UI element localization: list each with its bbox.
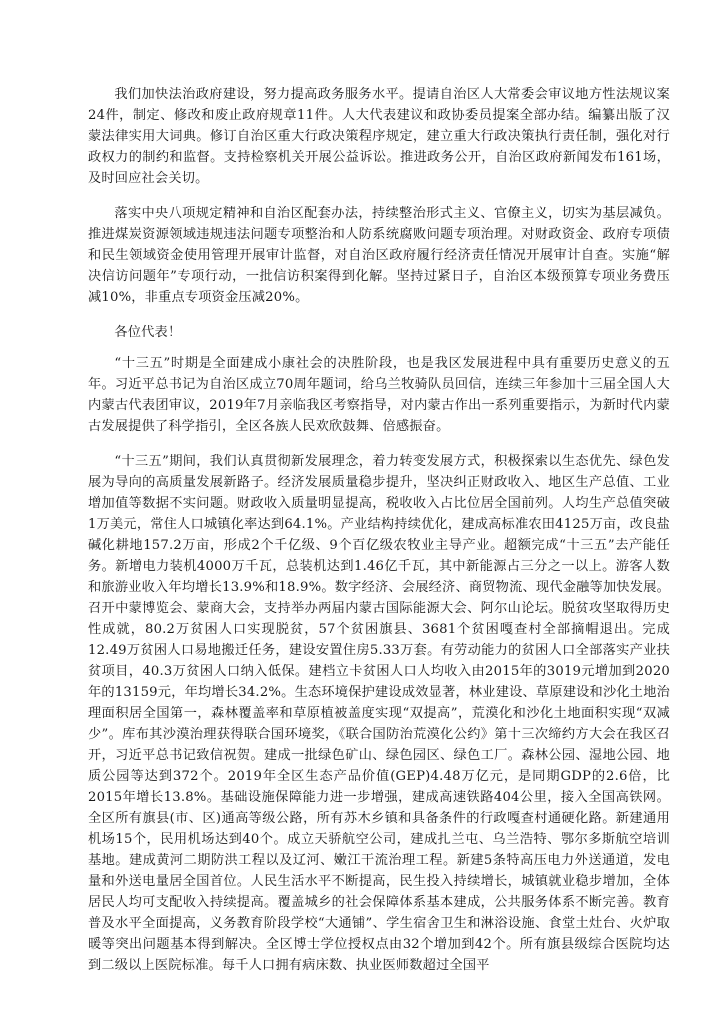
paragraph-13th-five-year-overview: “十三五”时期是全面建成小康社会的决胜阶段，也是我区发展进程中具有重要历史意义的五年。习近平总书记为自治区成立70周年题词，给乌兰牧骑队员回信，连续三年参加十三届全国人大内蒙古代表团审议，2019年7月亲临我区考察指导，对内蒙古作出一系列重要指示，为新时代内蒙古发展提供了科学指引，全区各族人民欢欣鼓舞、倍感振奋。 — [88, 356, 670, 434]
paragraph-greeting: 各位代表！ — [114, 325, 182, 340]
paragraph-rule-of-law: 我们加快法治政府建设，努力提高政务服务水平。提请自治区人大常委会审议地方性法规议案24件，制定、修改和废止政府规章11件。人大代表建议和政协委员提案全部办结。编纂出版了汉蒙法律实用大词典。修订自治区重大行政决策程序规定，建立重大行政决策执行责任制，强化对行政权力的制约和监督。支持检察机关开展公益诉讼。推进政务公开，自治区政府新闻发布161场，及时回应社会关切。 — [88, 87, 670, 186]
paragraph-eight-point-rules: 落实中央八项规定精神和自治区配套办法，持续整治形式主义、官僚主义，切实为基层减负。推进煤炭资源领域违规违法问题专项整治和人防系统腐败问题专项治理。对财政资金、政府专项债和民生领域资金使用管理开展审计监督，对自治区政府履行经济责任情况开展审计自查。实施“解决信访问题年”专项行动，一批信访积案得到化解。坚持过紧日子，自治区本级预算专项业务费压减10%，非重点专项资金压减20%。 — [88, 206, 670, 305]
paragraph-13th-five-year-achievements: “十三五”期间，我们认真贯彻新发展理念，着力转变发展方式，积极探索以生态优先、绿色发展为导向的高质量发展新路子。经济发展质量稳步提升，坚决纠正财政收入、地区生产总值、工业增加值等数据不实问题。财政收入质量明显提高，税收收入占比位居全国前列。人均生产总值突破1万美元，常住人口城镇化率达到64.1%。产业结构持续优化，建成高标准农田4125万亩，改良盐碱化耕地157.2万亩，形成2个千亿级、9个百亿级农牧业主导产业。超额完成“十三五”去产能任务。新增电力装机4000万千瓦，总装机达到1.46亿千瓦，其中新能源占三分之一以上。游客人数和旅游业收入年均增长13.9%和18.9%。数字经济、会展经济、商贸物流、现代金融等加快发展。召开中蒙博览会、蒙商大会，支持举办两届内蒙古国际能源大会、阿尔山论坛。脱贫攻坚取得历史性成就，80.2万贫困人口实现脱贫，57个贫困旗县、3681个贫困嘎查村全部摘帽退出。完成12.49万贫困人口易地搬迁任务，建设安置住房5.33万套。有劳动能力的贫困人口全部落实产业扶贫项目，40.3万贫困人口纳入低保。建档立卡贫困人口人均收入由2015年的3019元增加到2020年的13159元，年均增长34.2%。生态环境保护建设成效显著，林业建设、草原建设和沙化土地治理面积居全国第一，森林覆盖率和草原植被盖度实现“双提高”，荒漠化和沙化土地面积实现“双减少”。库布其沙漠治理获得联合国环境奖，《联合国防治荒漠化公约》第十三次缔约方大会在我区召开，习近平总书记致信祝贺。建成一批绿色矿山、绿色园区、绿色工厂。森林公园、湿地公园、地质公园等达到372个。2019年全区生态产品价值(GEP)4.48万亿元，是同期GDP的2.6倍，比2015年增长13.8%。基础设施保障能力进一步增强，建成高速铁路404公里，接入全国高铁网。全区所有旗县(市、区)通高等级公路，所有苏木乡镇和具备条件的行政嘎查村通硬化路。新建通用机场15个，民用机场达到40个。成立天骄航空公司，建成扎兰屯、乌兰浩特、鄂尔多斯航空培训基地。建成黄河二期防洪工程以及辽河、嫩江干流治理工程。新建5条特高压电力外送通道，发电量和外送电量居全国首位。人民生活水平不断提高，民生投入持续增长，城镇就业稳步增加，全体居民人均可支配收入持续提高。覆盖城乡的社会保障体系基本建成，公共服务体系不断完善。教育普及水平全面提高，义务教育阶段学校“大通铺”、学生宿舍卫生和淋浴设施、食堂土灶台、火炉取暖等突出问题基本得到解决。全区博士学位授权点由32个增加到42个。所有旗县级综合医院均达到二级以上医院标准。每千人口拥有病床数、执业医师数超过全国平 — [88, 454, 670, 973]
